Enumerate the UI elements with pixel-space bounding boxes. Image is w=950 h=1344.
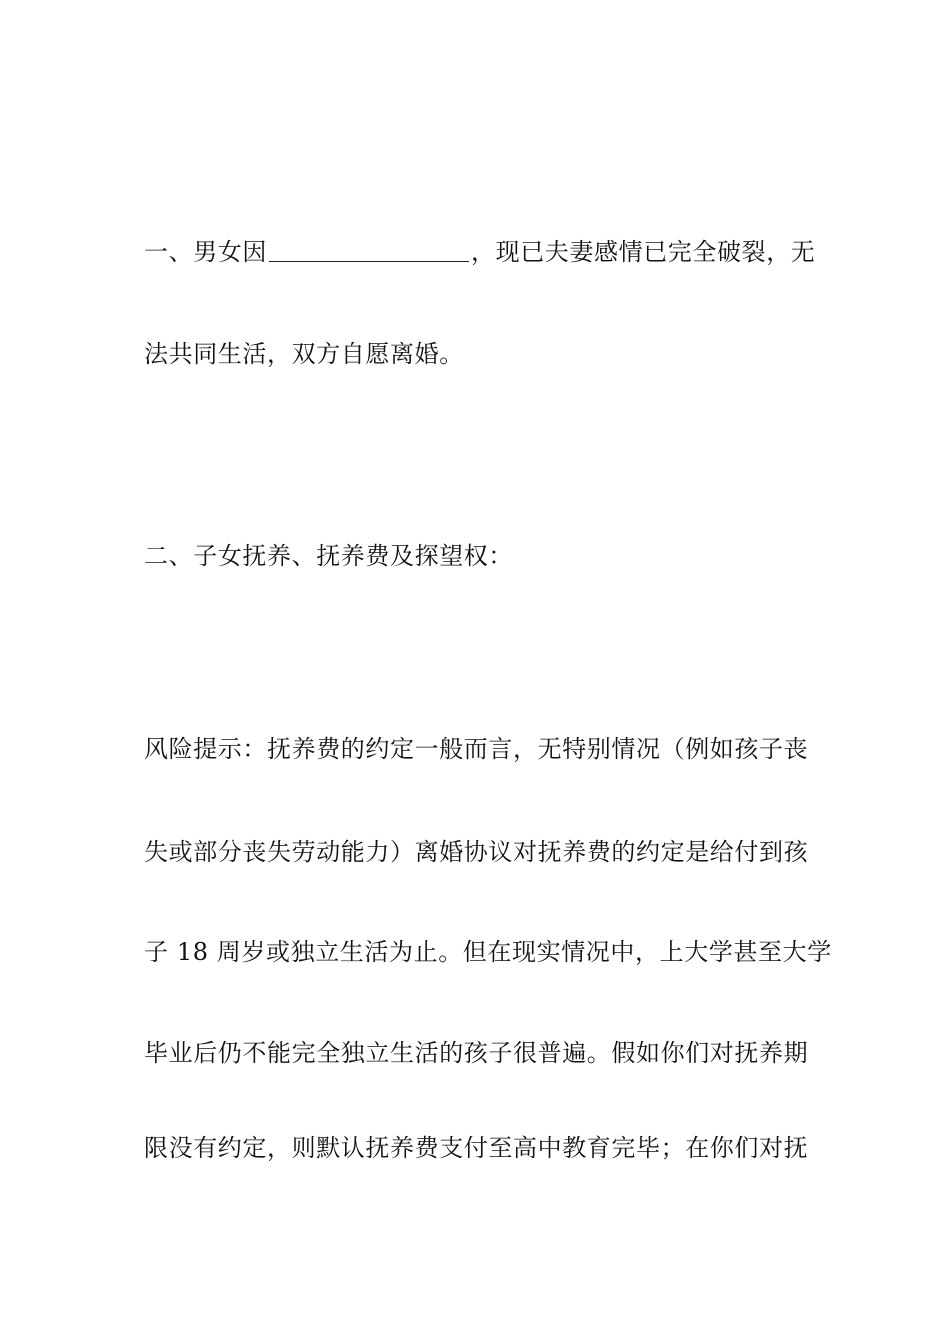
risk-note-line: 毕业后仍不能完全独立生活的孩子很普遍。假如你们对抚养期 (144, 1039, 809, 1067)
risk-note-line: 失或部分丧失劳动能力）离婚协议对抚养费的约定是给付到孩 (144, 838, 809, 866)
section1-line2: 法共同生活，双方自愿离婚。 (144, 340, 464, 368)
section1-line1-prefix: 一、男女因 (144, 238, 267, 266)
risk-note-line: 限没有约定，则默认抚养费支付至高中教育完毕；在你们对抚 (144, 1134, 809, 1162)
section1-line1-suffix: ，现已夫妻感情已完全破裂，无 (471, 238, 816, 266)
risk-note-line: 子 18 周岁或独立生活为止。但在现实情况中，上大学甚至大学 (144, 938, 832, 966)
risk-note-line: 风险提示：抚养费的约定一般而言，无特别情况（例如孩子丧 (144, 735, 809, 763)
section1-line1 (144, 237, 824, 267)
reason-blank-field[interactable] (269, 239, 469, 262)
section2-heading: 二、子女抚养、抚养费及探望权： (144, 542, 513, 570)
